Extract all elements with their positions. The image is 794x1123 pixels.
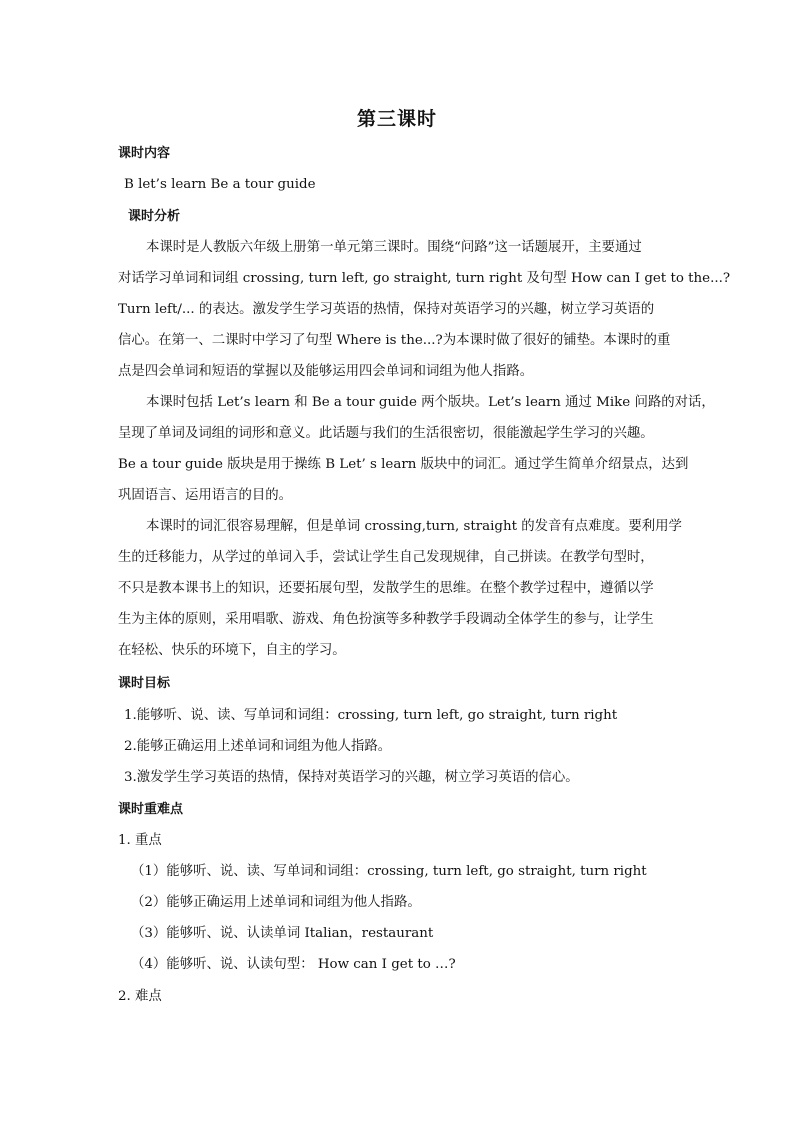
difficult-label: 2. 难点 <box>118 989 162 1004</box>
analysis-line: 本课时是人教版六年级上册第一单元第三课时。围绕“问路”这一话题展开，主要通过 <box>146 240 642 255</box>
analysis-line: Be a tour guide 版块是用于操练 B Let’ s learn 版块中的词汇。通过学生简单介绍景点，达到 <box>118 457 689 472</box>
analysis-line: 不只是教本课书上的知识，还要拓展句型，发散学生的思维。在整个教学过程中，遵循以学 <box>118 581 654 596</box>
analysis-heading: 课时分析 <box>128 209 181 224</box>
analysis-line: 在轻松、快乐的环境下，自主的学习。 <box>118 643 346 658</box>
goal-item: 3.激发学生学习英语的热情，保持对英语学习的兴趣，树立学习英语的信心。 <box>124 770 579 785</box>
analysis-line: 生的迁移能力，从学过的单词入手，尝试让学生自己发现规律，自己拼读。在教学句型时， <box>118 550 654 565</box>
analysis-line: 本课时包括 Let’s learn 和 Be a tour guide 两个版块。Let’s learn 通过 Mike 问路的对话， <box>146 395 715 410</box>
analysis-line: 巩固语言、运用语言的目的。 <box>118 488 293 503</box>
key-item: （2）能够正确运用上述单词和词组为他人指路。 <box>131 895 421 910</box>
analysis-line: 生为主体的原则，采用唱歌、游戏、角色扮演等多种教学手段调动全体学生的参与，让学生 <box>118 612 654 627</box>
analysis-line: 信心。在第一、二课时中学习了句型 Where is the...?为本课时做了很好的铺垫。本课时的重 <box>118 333 671 348</box>
goal-item: 1.能够听、说、读、写单词和词组：crossing, turn left, go straight, turn right <box>124 708 618 723</box>
goal-item: 2.能够正确运用上述单词和词组为他人指路。 <box>124 739 392 754</box>
key-label: 1. 重点 <box>118 833 162 848</box>
keypoints-heading: 课时重难点 <box>118 802 184 817</box>
content-heading: 课时内容 <box>118 146 171 161</box>
goals-heading: 课时目标 <box>118 676 171 691</box>
analysis-line: 本课时的词汇很容易理解，但是单词 crossing,turn, straight 的发音有点难度。要利用学 <box>146 519 682 534</box>
key-item: （4）能够听、说、认读句型： How can I get to …? <box>131 957 456 972</box>
analysis-line: 点是四会单词和短语的掌握以及能够运用四会单词和词组为他人指路。 <box>118 364 534 379</box>
analysis-line: Turn left/... 的表达。激发学生学习英语的热情，保持对英语学习的兴趣，树立学习英语的 <box>118 302 655 317</box>
page-title: 第三课时 <box>356 108 437 130</box>
content-text: B let’s learn Be a tour guide <box>124 177 316 192</box>
analysis-line: 对话学习单词和词组 crossing, turn left, go straight, turn right 及句型 How can I get to the...? <box>118 271 731 286</box>
key-item: （3）能够听、说、认读单词 Italian，restaurant <box>131 926 434 941</box>
key-item: （1）能够听、说、读、写单词和词组：crossing, turn left, go straight, turn right <box>131 864 647 879</box>
analysis-line: 呈现了单词及词组的词形和意义。此话题与我们的生活很密切，很能激起学生学习的兴趣。 <box>118 426 654 441</box>
